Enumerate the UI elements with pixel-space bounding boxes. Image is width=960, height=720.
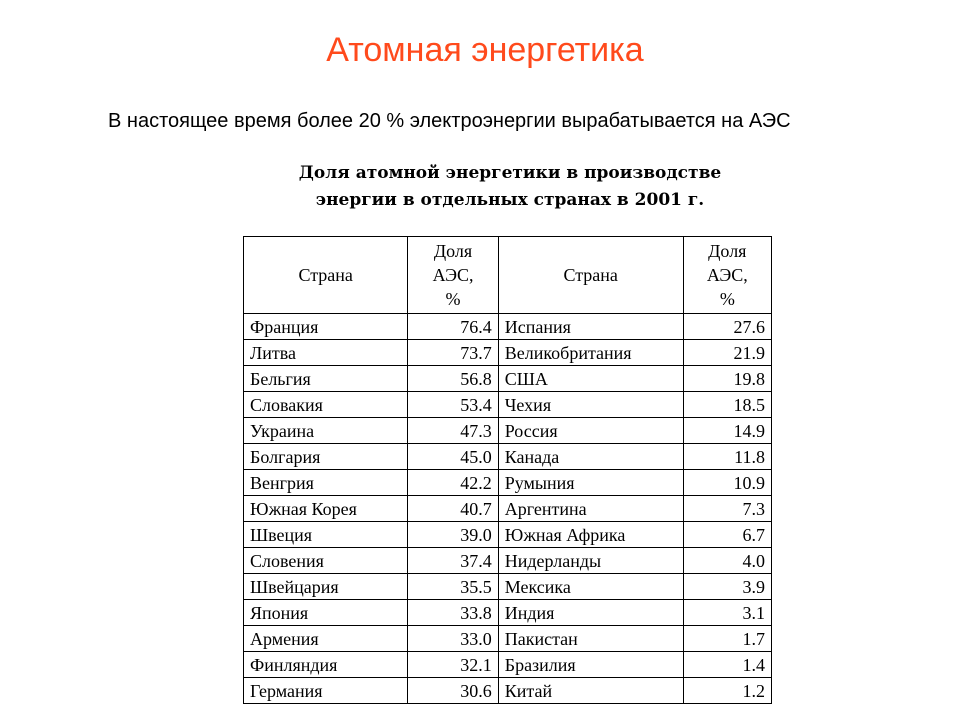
table-row: [244, 574, 772, 600]
right-value-cell: 7.3: [683, 496, 771, 522]
left-value-cell: 45.0: [408, 444, 498, 470]
right-country-cell: Великобритания: [498, 340, 683, 366]
table-row: [244, 470, 772, 496]
left-country-cell: Венгрия: [244, 470, 408, 496]
right-country-cell: Аргентина: [498, 496, 683, 522]
header-share-left-line-2: АЭС,: [432, 265, 474, 285]
header-share-left: [408, 237, 498, 314]
table-row: [244, 392, 772, 418]
right-value-cell: 27.6: [683, 314, 771, 340]
table-caption-line-2: энергии в отдельных странах в 2001 г.: [315, 190, 705, 210]
left-country-cell: Литва: [244, 340, 408, 366]
left-value-cell: 35.5: [408, 574, 498, 600]
left-value-cell: 37.4: [408, 548, 498, 574]
left-country-cell: Словакия: [244, 392, 408, 418]
left-value-cell: 73.7: [408, 340, 498, 366]
right-country-cell: Нидерланды: [498, 548, 683, 574]
table-row: [244, 522, 772, 548]
table-row: [244, 548, 772, 574]
table-row: [244, 626, 772, 652]
header-country-right: Страна: [498, 237, 683, 314]
table-header-row: [244, 237, 772, 314]
right-country-cell: Южная Африка: [498, 522, 683, 548]
left-country-cell: Болгария: [244, 444, 408, 470]
left-country-cell: Швейцария: [244, 574, 408, 600]
header-share-right: [683, 237, 771, 314]
right-country-cell: Румыния: [498, 470, 683, 496]
right-value-cell: 19.8: [683, 366, 771, 392]
left-country-cell: Армения: [244, 626, 408, 652]
left-value-cell: 76.4: [408, 314, 498, 340]
left-value-cell: 47.3: [408, 418, 498, 444]
right-country-cell: Чехия: [498, 392, 683, 418]
left-value-cell: 42.2: [408, 470, 498, 496]
right-country-cell: Испания: [498, 314, 683, 340]
right-country-cell: США: [498, 366, 683, 392]
table-caption: [240, 160, 780, 214]
right-country-cell: Россия: [498, 418, 683, 444]
right-value-cell: 1.7: [683, 626, 771, 652]
left-country-cell: Франция: [244, 314, 408, 340]
table-row: [244, 314, 772, 340]
table-row: [244, 678, 772, 704]
left-value-cell: 33.0: [408, 626, 498, 652]
table-body: [244, 314, 772, 704]
right-country-cell: Индия: [498, 600, 683, 626]
left-value-cell: 56.8: [408, 366, 498, 392]
right-country-cell: Канада: [498, 444, 683, 470]
right-country-cell: Пакистан: [498, 626, 683, 652]
left-value-cell: 32.1: [408, 652, 498, 678]
left-country-cell: Бельгия: [244, 366, 408, 392]
right-value-cell: 4.0: [683, 548, 771, 574]
right-value-cell: 1.4: [683, 652, 771, 678]
right-value-cell: 3.9: [683, 574, 771, 600]
left-country-cell: Южная Корея: [244, 496, 408, 522]
right-value-cell: 18.5: [683, 392, 771, 418]
left-country-cell: Украина: [244, 418, 408, 444]
table-row: [244, 496, 772, 522]
table-row: [244, 418, 772, 444]
right-value-cell: 11.8: [683, 444, 771, 470]
header-share-right-line-2: АЭС,: [706, 265, 748, 285]
slide-subtitle: В настоящее время более 20 % электроэнергии вырабатывается на АЭС: [108, 110, 791, 132]
left-country-cell: Германия: [244, 678, 408, 704]
table-row: [244, 366, 772, 392]
header-share-left-line-3: %: [445, 289, 461, 309]
left-value-cell: 40.7: [408, 496, 498, 522]
right-value-cell: 14.9: [683, 418, 771, 444]
left-value-cell: 30.6: [408, 678, 498, 704]
header-share-right-line-1: Доля: [708, 241, 747, 261]
header-share-right-line-3: %: [719, 289, 735, 309]
left-country-cell: Финляндия: [244, 652, 408, 678]
left-value-cell: 33.8: [408, 600, 498, 626]
header-country-left: Страна: [244, 237, 408, 314]
slide-title: Атомная энергетика: [326, 31, 644, 69]
right-country-cell: Бразилия: [498, 652, 683, 678]
table-row: [244, 600, 772, 626]
header-share-left-line-1: Доля: [433, 241, 473, 261]
left-value-cell: 53.4: [408, 392, 498, 418]
table-row: [244, 652, 772, 678]
table-caption-line-1: Доля атомной энергетики в производстве: [298, 163, 722, 183]
nuclear-share-table: [243, 236, 772, 704]
left-country-cell: Швеция: [244, 522, 408, 548]
table-row: [244, 444, 772, 470]
left-value-cell: 39.0: [408, 522, 498, 548]
right-value-cell: 3.1: [683, 600, 771, 626]
right-value-cell: 10.9: [683, 470, 771, 496]
left-country-cell: Япония: [244, 600, 408, 626]
right-value-cell: 6.7: [683, 522, 771, 548]
table-row: [244, 340, 772, 366]
right-value-cell: 21.9: [683, 340, 771, 366]
right-country-cell: Китай: [498, 678, 683, 704]
left-country-cell: Словения: [244, 548, 408, 574]
right-value-cell: 1.2: [683, 678, 771, 704]
right-country-cell: Мексика: [498, 574, 683, 600]
